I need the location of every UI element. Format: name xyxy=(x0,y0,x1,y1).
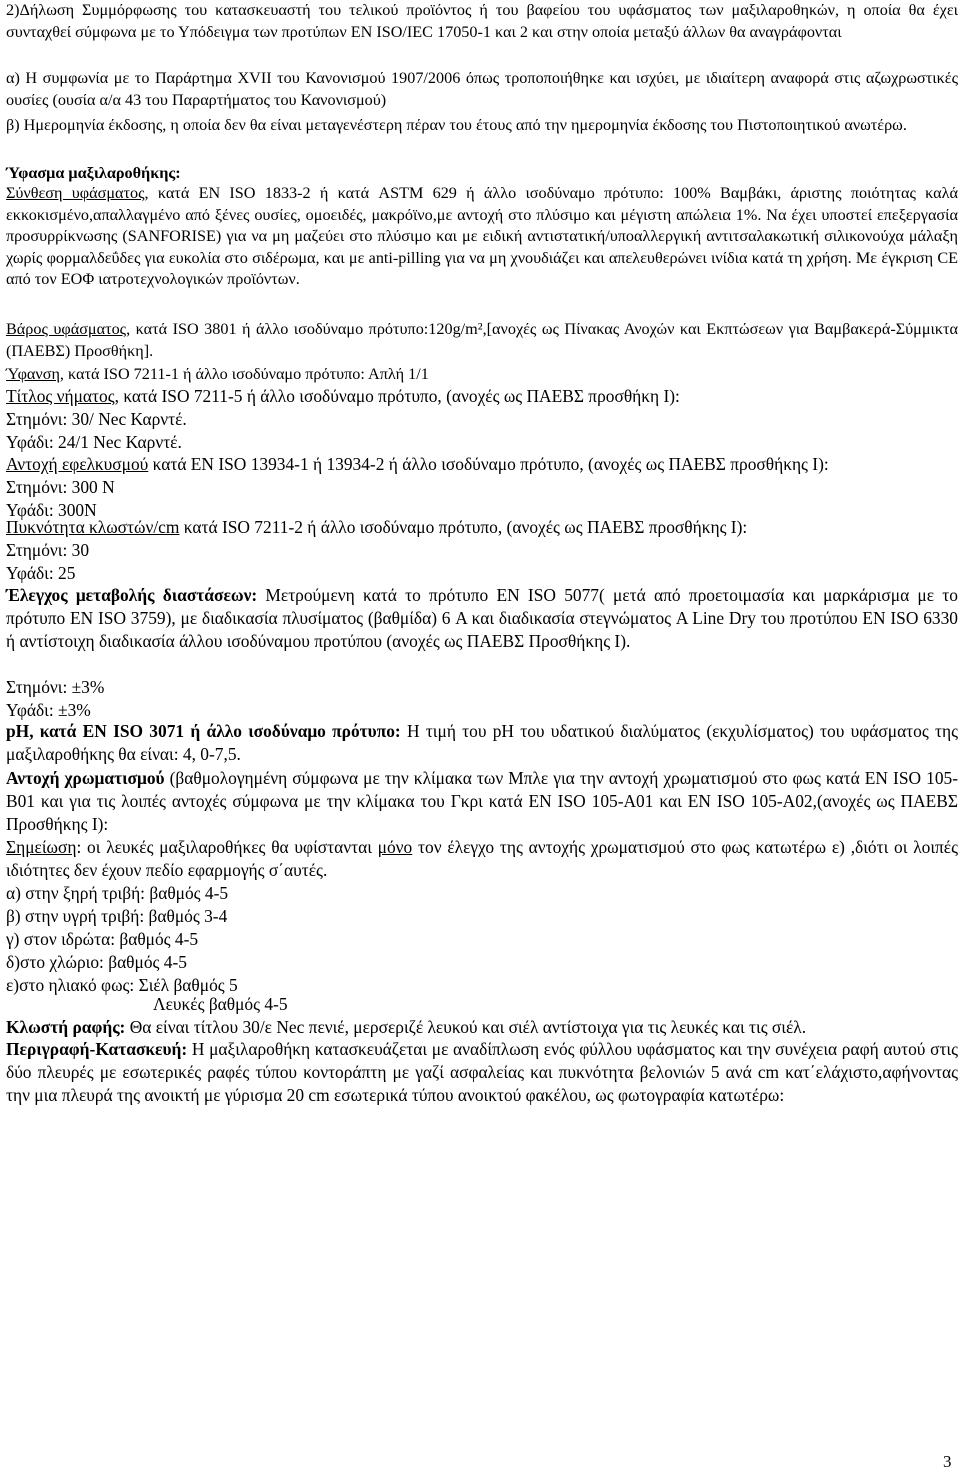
list-item: γ) στον ιδρώτα: βαθμός 4-5 xyxy=(6,929,199,950)
tensile-warp: Στημόνι: 300 N xyxy=(6,477,115,498)
yarn-count-text: κατά ISO 7211-5 ή άλλο ισοδύναμο πρότυπο, (ανοχές ως ΠΑΕΒΣ προσθήκη Ι): xyxy=(118,386,680,406)
dimensional-text: Μετρούμενη κατά το πρότυπο EN ISO 5077( μετά από προετοιμασία και μαρκάρισμα με το πρότυπο EN ISO 3759), με διαδικασία πλυσίματος (βαθμίδα) 6 A και διαδικασία στεγνώματος A Line Dry του προτύπου EN ISO 6330 ή αντίστοιχη διαδικασία άλλου ισοδύναμου προτύπου (ανοχές ως ΠΑΕΒΣ Προσθήκης Ι). xyxy=(6,585,958,652)
note-text-1: : οι λευκές μαξιλαροθήκες θα υφίστανται xyxy=(76,837,378,857)
weight-text: , κατά ISO 3801 ή άλλο ισοδύναμο πρότυπο:120g/m²,[ανοχές ως Πίνακας Ανοχών και Εκπτώσεων για Βαμβακερά-Σύμμικτα (ΠΑΕΒΣ) Προσθήκη]. xyxy=(6,320,958,360)
thread-label: Κλωστή ραφής: xyxy=(6,1017,126,1037)
note-text-2: τον έλεγχο της αντοχής χρωματισμού στο φως κατωτέρω ε) ,διότι οι λοιπές ιδιότητες δεν έχουν πεδίο εφαρμογής σ΄αυτές. xyxy=(6,837,958,881)
yarn-count-paragraph xyxy=(6,385,958,454)
tensile-label: Αντοχή εφελκυσμού xyxy=(6,454,149,474)
note-only: μόνο xyxy=(377,837,413,857)
density-weft: Υφάδι: 25 xyxy=(6,563,76,584)
dimensional-warp: Στημόνι: ±3% xyxy=(6,677,105,697)
sanforise-text: Να έχει υποστεί επεξεργασία προσυρρίκνωσης (SANFORISE) για να μη μαζεύει στο πλύσιμο και με ειδική αντιστατική/υποαλλεργική αντιτσαλακωτική σιλικονούχα μάλαξη χωρίς φορμαλδεΰδες για ευκολία στο σιδέρωμα, και με anti-pilling για να μη χνουδιάζει και απελευθερώνει ινίδια κατά τη χρήση. Με έγκριση CE από τον ΕΟΦ ιατροτεχνολογικών προϊόντων. xyxy=(6,205,958,288)
item-a-paragraph xyxy=(6,68,958,111)
yarn-count-label: Τίτλος νήματος, xyxy=(6,386,119,406)
tensile-weft: Υφάδι: 300N xyxy=(6,500,97,521)
tensile-paragraph xyxy=(6,453,958,522)
declaration-paragraph xyxy=(6,0,958,43)
weave-paragraph xyxy=(6,364,958,386)
tensile-text: κατά EN ISO 13934-1 ή 13934-2 ή άλλο ισοδύναμο πρότυπο, (ανοχές ως ΠΑΕΒΣ προσθήκης Ι): xyxy=(148,454,829,474)
composition-label: Σύνθεση υφάσματος xyxy=(6,184,145,202)
weave-text: , κατά ISO 7211-1 ή άλλο ισοδύναμο πρότυπο: Απλή 1/1 xyxy=(59,365,429,383)
white-grade-paragraph xyxy=(6,993,960,1016)
yarn-count-warp: Στημόνι: 30/ Nec Καρντέ. xyxy=(6,409,187,430)
item-a-text: α) Η συμφωνία με το Παράρτημα XVII του Κανονισμού 1907/2006 όπως τροποποιήθηκε και ισχύει, με ιδιαίτερη αναφορά στις αζωχρωστικές ουσίες (ουσία α/α 43 του Παραρτήματος του Κανονισμού) xyxy=(6,69,958,109)
ph-paragraph xyxy=(6,720,958,766)
composition-text: , κατά EN ISO 1833-2 ή κατά ASTM 629 ή άλλο ισοδύναμο πρότυπο: 100% Βαμβάκι, άριστης ποιότητας καλά εκκοκισμένο,απαλλαγμένο από ξένες ουσίες, ομοειδές, μακρόϊνο,με αντοχή στο πλύσιμο και μέγιστη απώλεια 1%. xyxy=(6,184,958,224)
colorfastness-label: Αντοχή χρωματισμού xyxy=(6,768,165,788)
yarn-count-weft: Υφάδι: 24/1 Nec Καρντέ. xyxy=(6,432,182,453)
colorfastness-paragraph xyxy=(6,767,958,836)
construction-text: Η μαξιλαροθήκη κατασκευάζεται με αναδίπλωση ενός φύλλου υφάσματος και την συνέχεια ραφή αυτού στις δύο πλευρές με εσωτερικές ραφές τύπου κοντοράπτη με γαζί ασφαλείας και πυκνότητα βελονιών 5 ανά cm κατ΄ελάχιστο,αφήνοντας την μια πλευρά της ανοικτή με γύρισμα 20 cm εσωτερικά τύπου ανοικτού φακέλου, ως φωτογραφία κατωτέρω: xyxy=(6,1039,958,1106)
dimensional-weft: Υφάδι: ±3% xyxy=(6,700,91,721)
density-text: κατά ISO 7211-2 ή άλλο ισοδύναμο πρότυπο, (ανοχές ως ΠΑΕΒΣ προσθήκης Ι): xyxy=(179,517,748,537)
note-label: Σημείωση xyxy=(6,837,77,857)
fabric-heading: Ύφασμα μαξιλαροθήκης: xyxy=(6,164,181,182)
dimensional-label: Έλεγχος μεταβολής διαστάσεων: xyxy=(6,585,258,605)
list-item: δ)στο χλώριο: βαθμός 4-5 xyxy=(6,952,187,973)
construction-paragraph xyxy=(6,1038,958,1107)
item-b-paragraph xyxy=(6,115,958,137)
list-item: α) στην ξηρή τριβή: βαθμός 4-5 xyxy=(6,883,229,903)
weight-label: Βάρος υφάσματος xyxy=(6,320,127,338)
ph-label: pH, κατά EN ISO 3071 ή άλλο ισοδύναμο πρότυπο: xyxy=(6,721,401,741)
weave-label: Ύφανση xyxy=(6,365,60,383)
weight-paragraph xyxy=(6,319,958,362)
density-label: Πυκνότητα κλωστών/cm xyxy=(6,517,180,537)
note-paragraph xyxy=(6,836,958,882)
thread-paragraph xyxy=(6,1016,958,1039)
ph-text: Η τιμή του pH του υδατικού διαλύματος (εκχυλίσματος) του υφάσματος της μαξιλαροθήκης θα είναι: 4, 0-7,5. xyxy=(6,721,958,765)
colorfastness-list xyxy=(6,882,958,997)
list-item: β) στην υγρή τριβή: βαθμός 3-4 xyxy=(6,906,228,927)
density-paragraph xyxy=(6,516,958,585)
construction-label: Περιγραφή-Κατασκευή: xyxy=(6,1039,188,1059)
fabric-heading-paragraph xyxy=(6,163,958,185)
dimensional-values xyxy=(6,676,958,722)
item-b-text: β) Ημερομηνία έκδοσης, η οποία δεν θα είναι μεταγενέστερη πέραν του έτους από την ημερομηνία έκδοσης του Πιστοποιητικού ανωτέρω. xyxy=(6,116,907,134)
colorfastness-text: (βαθμολογημένη σύμφωνα με την κλίμακα των Μπλε για την αντοχή χρωματισμού στο φως κατά EN ISO 105-B01 και για τις λοιπές αντοχές σύμφωνα με την κλίμακα του Γκρι κατά EN ISO 105-A01 και EN ISO 105-A02,(ανοχές ως ΠΑΕΒΣ Προσθήκης Ι): xyxy=(6,768,959,835)
thread-text: Θα είναι τίτλου 30/ε Nec πενιέ, μερσεριζέ λευκού και σιέλ αντίστοιχα για τις λευκές και τις σιέλ. xyxy=(125,1017,807,1037)
page-number: 3 xyxy=(943,1452,952,1471)
white-grade-text: Λευκές βαθμός 4-5 xyxy=(153,994,288,1014)
dimensional-paragraph xyxy=(6,584,958,653)
declaration-text: 2)Δήλωση Συμμόρφωσης του κατασκευαστή του τελικού προϊόντος ή του βαφείου του υφάσματος των μαξιλαροθηκών, η οποία θα έχει συνταχθεί σύμφωνα με το Υπόδειγμα των προτύπων EN ISO/IEC 17050-1 και 2 και στην οποία μεταξύ άλλων θα αναγράφονται xyxy=(6,1,958,41)
composition-paragraph xyxy=(6,183,958,291)
list-item: ε)στο ηλιακό φως: Σιέλ βαθμός 5 xyxy=(6,975,238,996)
density-warp: Στημόνι: 30 xyxy=(6,540,90,561)
